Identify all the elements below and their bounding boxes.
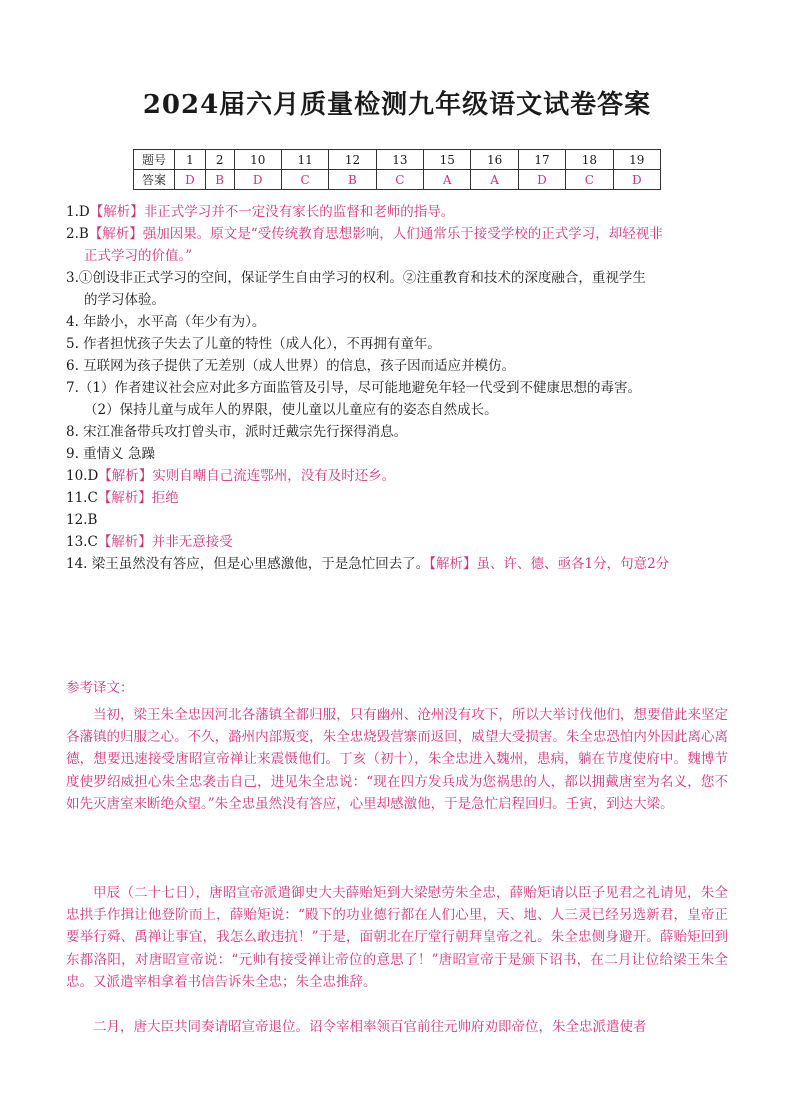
answer-table — [133, 149, 661, 190]
answer-line — [66, 443, 746, 465]
answer-text: 12.B — [66, 512, 98, 528]
answer-row — [134, 170, 661, 190]
question-number: 13 — [376, 150, 423, 170]
answer-cell: D — [234, 170, 281, 190]
analysis-text: 【解析】并非无意接受 — [97, 534, 233, 550]
answer-text: 5. 作者担忧孩子失去了儿童的特性（成人化），不再拥有童年。 — [66, 336, 441, 352]
analysis-text: 【解析】强加因果。原文是“受传统教育思想影响，人们通常乐于接受学校的正式学习，却轻视非 — [88, 226, 663, 242]
question-number-row — [134, 150, 661, 170]
answer-line — [66, 531, 746, 553]
answer-cell: B — [205, 170, 234, 190]
answer-line — [66, 421, 746, 443]
question-number: 16 — [471, 150, 518, 170]
answer-line — [66, 333, 746, 355]
answer-line — [66, 465, 746, 487]
translation-paragraph: 二月，唐大臣共同奏请昭宣帝退位。诏令宰相率领百官前往元帅府劝即帝位，朱全忠派遣使者 — [93, 1019, 647, 1035]
answer-cell: A — [424, 170, 471, 190]
analysis-text: 【解析】非正式学习并不一定没有家长的监督和老师的指导。 — [89, 204, 455, 220]
answer-line — [66, 377, 746, 399]
question-number: 18 — [566, 150, 613, 170]
answer-explanations — [66, 201, 746, 575]
analysis-text: 【解析】实则自嘲自己流连鄂州，没有及时还乡。 — [98, 468, 396, 484]
answer-cell: D — [613, 170, 660, 190]
answer-cell: C — [566, 170, 613, 190]
answer-line — [66, 201, 746, 223]
question-number: 11 — [281, 150, 328, 170]
answer-cell: C — [281, 170, 328, 190]
analysis-text: 正式学习的价值。” — [84, 248, 193, 264]
answer-text: （2）保持儿童与成年人的界限，使儿童以儿童应有的姿态自然成长。 — [84, 402, 498, 418]
answer-text: 6. 互联网为孩子提供了无差别（成人世界）的信息，孩子因而适应并模仿。 — [66, 358, 516, 374]
question-number: 19 — [613, 150, 660, 170]
question-number: 17 — [518, 150, 565, 170]
answer-text: 10.D — [66, 468, 99, 484]
answer-cell: D — [518, 170, 565, 190]
question-number: 15 — [424, 150, 471, 170]
page-title: 2024届六月质量检测九年级语文试卷答案 — [142, 90, 652, 120]
answer-text: 2.B — [66, 226, 89, 242]
answer-cell: B — [329, 170, 376, 190]
analysis-text: 【解析】拒绝 — [97, 490, 179, 506]
answer-line — [66, 399, 746, 421]
question-number: 1 — [175, 150, 206, 170]
answer-line — [66, 355, 746, 377]
answer-text: 11.C — [66, 490, 98, 506]
answer-line — [66, 553, 746, 575]
question-number: 2 — [205, 150, 234, 170]
answer-text: 7.（1）作者建议社会应对此多方面监管及引导，尽可能地避免年轻一代受到不健康思想的毒害。 — [66, 380, 641, 396]
translation-paragraph: 当初，梁王朱全忠因河北各藩镇全都归服，只有幽州、沧州没有攻下，所以大举讨伐他们，想要借此来坚定各藩镇的归服之心。不久，潞州内部叛变，朱全忠烧毁营寨而返回，威望大受损害。朱全忠恐怕内外因此离心离德，想要迅速接受唐昭宣帝禅让来震慑他们。丁亥（初十），朱全忠进入魏州，患病，躺在节度使府中。魏博节度使罗绍威担心朱全忠袭击自己，进见朱全忠说：“现在四方发兵成为您祸患的人，都以拥戴唐室为名义，您不如先灭唐室来断绝众望。”朱全忠虽然没有答应，心里却感激他，于是急忙启程回归。壬寅，到达大梁。 — [66, 707, 728, 812]
question-number: 12 — [329, 150, 376, 170]
answer-line — [66, 245, 746, 267]
answer-line — [66, 509, 746, 531]
reference-title: 参考译文： — [66, 680, 134, 696]
answer-cell: D — [175, 170, 206, 190]
answer-text: 4. 年龄小，水平高（年少有为）。 — [66, 314, 266, 330]
answer-text: 9. 重情义 急躁 — [66, 446, 155, 462]
answer-text: 1.D — [66, 204, 90, 220]
answer-line — [66, 223, 746, 245]
answer-text: 13.C — [66, 534, 98, 550]
answer-text: 14. 梁王虽然没有答应，但是心里感激他，于是急忙回去了。 — [66, 556, 430, 572]
translation-paragraph: 甲辰（二十七日），唐昭宣帝派遣御史大夫薛贻矩到大梁慰劳朱全忠，薛贻矩请以臣子见君之礼请见，朱全忠拱手作揖让他登阶而上，薛贻矩说：“殿下的功业德行都在人们心里，天、地、人三灵已经另选新君，皇帝正要举行舜、禹禅让事宜，我怎么敢违抗！”于是，面朝北在厅堂行朝拜皇帝之礼。朱全忠侧身避开。薛贻矩回到东都洛阳，对唐昭宣帝说：“元帅有接受禅让帝位的意思了！”唐昭宣帝于是颁下诏书，在二月让位给梁王朱全忠。又派遣宰相拿着书信告诉朱全忠；朱全忠推辞。 — [66, 885, 728, 990]
answer-line — [66, 289, 746, 311]
answer-line — [66, 267, 746, 289]
answer-text: 3.①创设非正式学习的空间，保证学生自由学习的权利。②注重教育和技术的深度融合，重视学生 — [66, 270, 646, 286]
question-number: 10 — [234, 150, 281, 170]
answer-cell: C — [376, 170, 423, 190]
answer-text: 8. 宋江准备带兵攻打曾头市，派时迁戴宗先行探得消息。 — [66, 424, 408, 440]
answer-line — [66, 311, 746, 333]
answer-line — [66, 487, 746, 509]
row-label: 题号 — [134, 150, 175, 170]
row-label: 答案 — [134, 170, 175, 190]
analysis-text: 【解析】虽、许、德、亟各1分，句意2分 — [429, 556, 670, 572]
answer-text: 的学习体验。 — [84, 292, 165, 308]
answer-cell: A — [471, 170, 518, 190]
